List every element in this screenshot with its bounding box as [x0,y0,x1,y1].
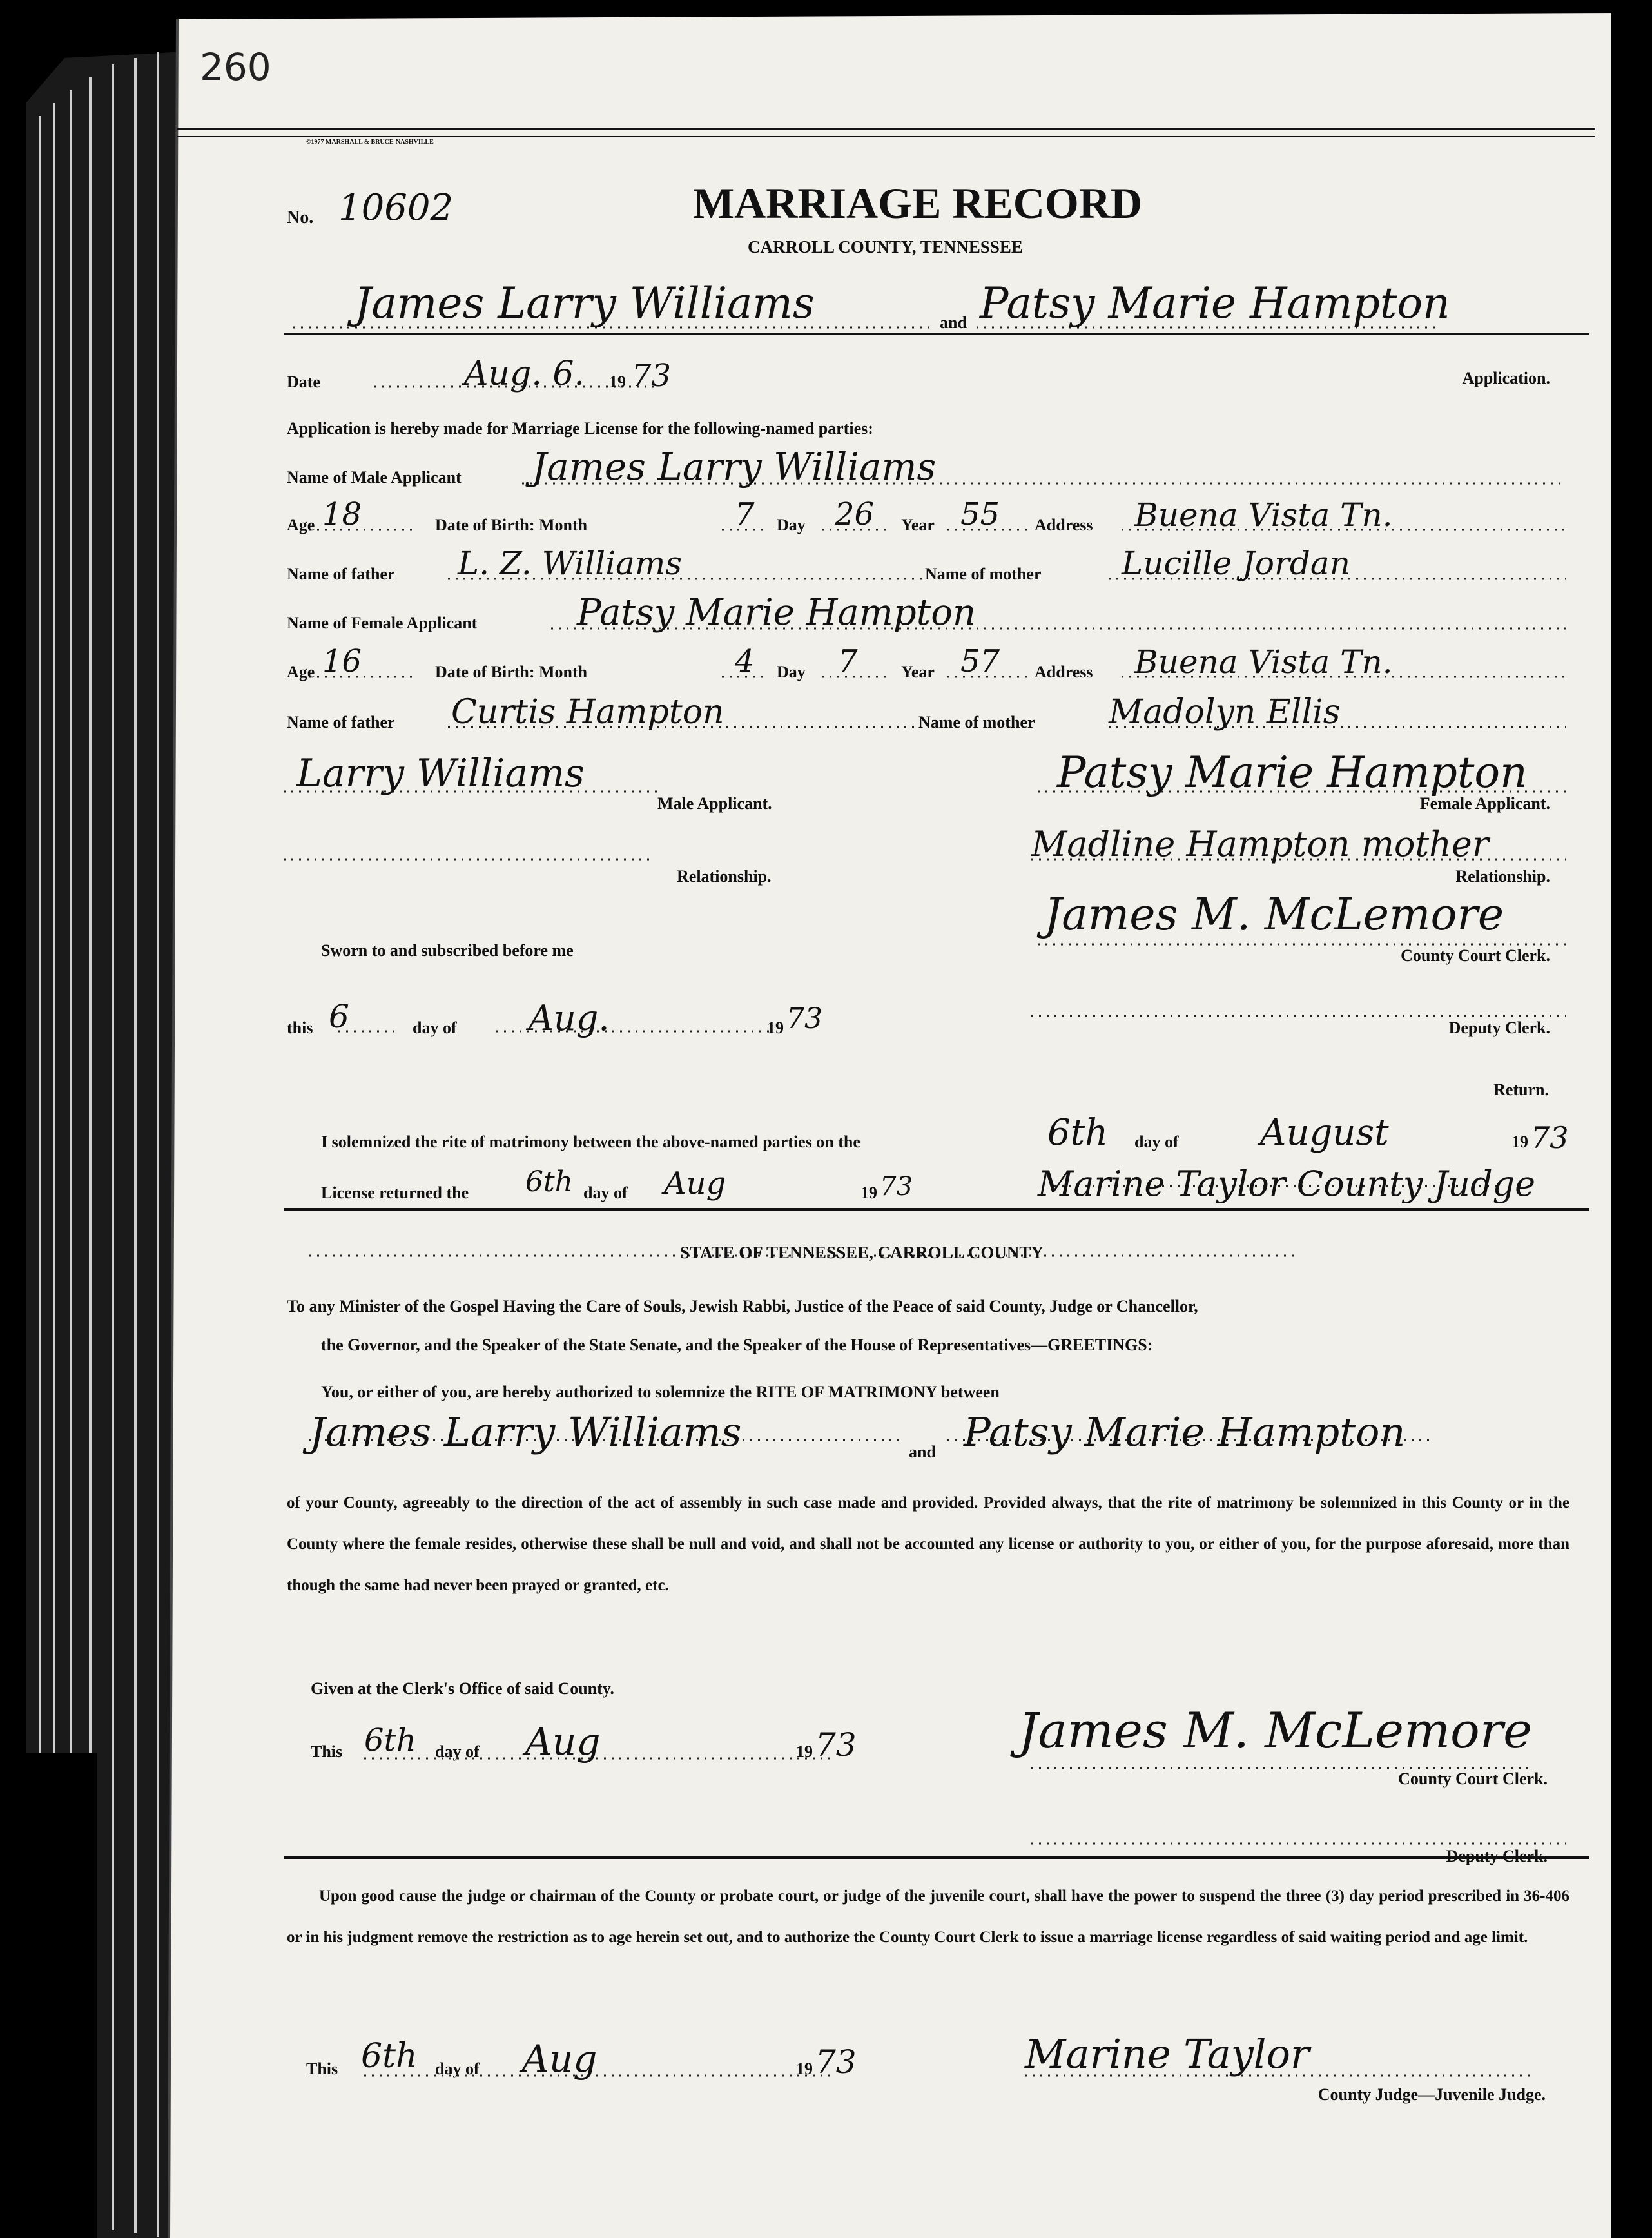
sworn-dayof-label: day of [413,1018,457,1037]
male-address-label: Address [1035,516,1093,534]
female-birth-year: 57 [960,643,1000,679]
male-applicant-name: James Larry Williams [532,445,937,489]
sworn-text: Sworn to and subscribed before me [321,941,574,960]
male-applicant-signature: Larry Williams [296,751,585,796]
license-address-line1: To any Minister of the Gospel Having the Care of Souls, Jewish Rabbi, Justice of the Peace of said County, Judge or Chancellor, [287,1297,1198,1316]
given-this-label: This [311,1742,343,1761]
male-age-label: Age [287,516,315,534]
given-year-prefix: 19 [796,1742,813,1761]
male-birth-year: 55 [960,496,1000,532]
license-authorized-text: You, or either of you, are hereby authorized to solemnize the RITE OF MATRIMONY between [321,1383,1000,1401]
license-body-text: of your County, agreeably to the direction of the act of assembly in such case made and provided. Provided always, that the rite of matrimony be solemnized in this County or in the County where the female resides, otherwise these shall be null and void, and shall not be accounted any license or authority to you, or either of you, for the purpose aforesaid, more than though the same had never been prayed or granted, etc. [287,1494,1569,1594]
male-mother-label: Name of mother [925,565,1042,583]
male-day-label: Day [777,516,806,534]
record-no-label: No. [287,208,314,228]
male-address: Buena Vista Tn. [1134,496,1393,534]
female-year-label: Year [901,663,935,681]
returned-dayof-label: day of [583,1183,628,1202]
date-label: Date [287,373,320,391]
solemnized-text: I solemnized the rite of matrimony between the above-named parties on the [321,1133,860,1151]
male-father-name: L. Z. Williams [458,545,682,582]
female-mother-label: Name of mother [918,713,1035,732]
application-clerk-label: County Court Clerk. [1401,946,1550,965]
application-clerk-signature: James M. McLemore [1044,890,1504,940]
female-birth-month: 4 [735,643,755,679]
returned-year-prefix: 19 [860,1183,877,1202]
license-clerk-label: County Court Clerk. [1398,1769,1548,1788]
given-year: 73 [815,1726,857,1764]
given-month: Aug [525,1720,601,1764]
judge-year-prefix: 19 [796,2059,813,2078]
judge-month: Aug [522,2037,598,2081]
male-birth-month: 7 [735,496,755,532]
page-number: 260 [200,45,271,89]
state-heading: STATE OF TENNESSEE, CARROLL COUNTY [680,1243,1044,1262]
solemnized-year: 73 [1531,1120,1569,1155]
header-and-label: and [940,313,967,332]
male-mother-name: Lucille Jordan [1122,545,1350,582]
female-applicant-name: Patsy Marie Hampton [577,592,977,634]
female-day-label: Day [777,663,806,681]
sworn-day: 6 [329,998,349,1035]
sworn-year: 73 [786,1002,822,1035]
license-returned-label: License returned the [321,1183,469,1202]
female-dob-label: Date of Birth: Month [435,663,588,681]
judge-authority-text: Upon good cause the judge or chairman of the County or probate court, or judge of the juvenile court, shall have the power to suspend the three (3) day period prescribed in 36-406 or in his judgment remove the restriction as to age herein set out, and to authorize the County Court Clerk to issue a marriage license regardless of said waiting period and age limit. [287,1887,1569,1946]
female-relationship-signature: Madline Hampton mother [1031,824,1489,864]
officiant-signature: Marine Taylor County Judge [1038,1163,1536,1204]
male-year-label: Year [901,516,935,534]
male-relationship-label: Relationship. [677,867,772,886]
male-name-label: Name of Male Applicant [287,468,462,487]
female-applicant-label: Female Applicant. [1419,794,1550,813]
sworn-this-label: this [287,1018,313,1037]
solemnized-year-prefix: 19 [1511,1133,1528,1151]
judge-signature: Marine Taylor [1025,2030,1310,2077]
header-groom: James Larry Williams [355,278,815,328]
license-and-label: and [909,1443,936,1461]
female-applicant-signature: Patsy Marie Hampton [1057,748,1528,797]
printer-mark: ©1977 MARSHALL & BRUCE-NASHVILLE [306,139,434,146]
license-groom: James Larry Williams [309,1408,742,1455]
sworn-year-prefix: 19 [767,1018,784,1037]
given-text: Given at the Clerk's Office of said County. [311,1679,614,1698]
sworn-month: Aug. [529,998,610,1038]
male-father-label: Name of father [287,565,395,583]
male-dob-label: Date of Birth: Month [435,516,588,534]
solemnized-month: August [1260,1112,1389,1154]
female-father-name: Curtis Hampton [451,693,724,732]
county-line: CARROLL COUNTY, TENNESSEE [748,237,1023,257]
female-mother-name: Madolyn Ellis [1109,693,1341,732]
header-bride: Patsy Marie Hampton [980,278,1450,328]
application-deputy-label: Deputy Clerk. [1448,1018,1550,1037]
judge-label: County Judge—Juvenile Judge. [1317,2085,1546,2104]
female-address: Buena Vista Tn. [1134,643,1393,681]
date-year-prefix: 19 [609,373,626,391]
returned-day: 6th [525,1165,574,1198]
given-day: 6th [364,1722,416,1758]
license-clerk-signature: James M. McLemore [1018,1702,1533,1759]
judge-day: 6th [361,2037,418,2076]
given-dayof-label: day of [435,1742,480,1761]
record-number: 10602 [338,187,454,229]
solemnized-dayof-label: day of [1134,1133,1179,1151]
female-address-label: Address [1035,663,1093,681]
license-deputy-label: Deputy Clerk. [1446,1847,1548,1865]
judge-year: 73 [815,2043,857,2081]
return-section-label: Return. [1493,1080,1549,1099]
application-section-label: Application. [1462,369,1550,387]
application-intro: Application is hereby made for Marriage License for the following-named parties: [287,419,873,438]
male-age: 18 [322,496,362,532]
returned-month: Aug [664,1165,726,1202]
application-year: 73 [632,358,672,394]
female-birth-day: 7 [838,643,858,679]
returned-year: 73 [880,1172,913,1202]
female-relationship-label: Relationship. [1455,867,1550,886]
record-title: MARRIAGE RECORD [693,179,1142,228]
male-birth-day: 26 [835,496,875,532]
male-applicant-label: Male Applicant. [657,794,772,813]
female-father-label: Name of father [287,713,395,732]
license-bride: Patsy Marie Hampton [964,1408,1406,1455]
application-date: Aug. 6. [464,355,585,393]
judge-dayof-label: day of [435,2059,480,2078]
female-age-label: Age [287,663,315,681]
solemnized-day: 6th [1047,1112,1109,1154]
license-address-line2: the Governor, and the Speaker of the State Senate, and the Speaker of the House of Representatives—GREETINGS: [321,1336,1153,1354]
female-age: 16 [322,643,362,679]
judge-this-label: This [306,2059,338,2078]
female-name-label: Name of Female Applicant [287,614,478,632]
